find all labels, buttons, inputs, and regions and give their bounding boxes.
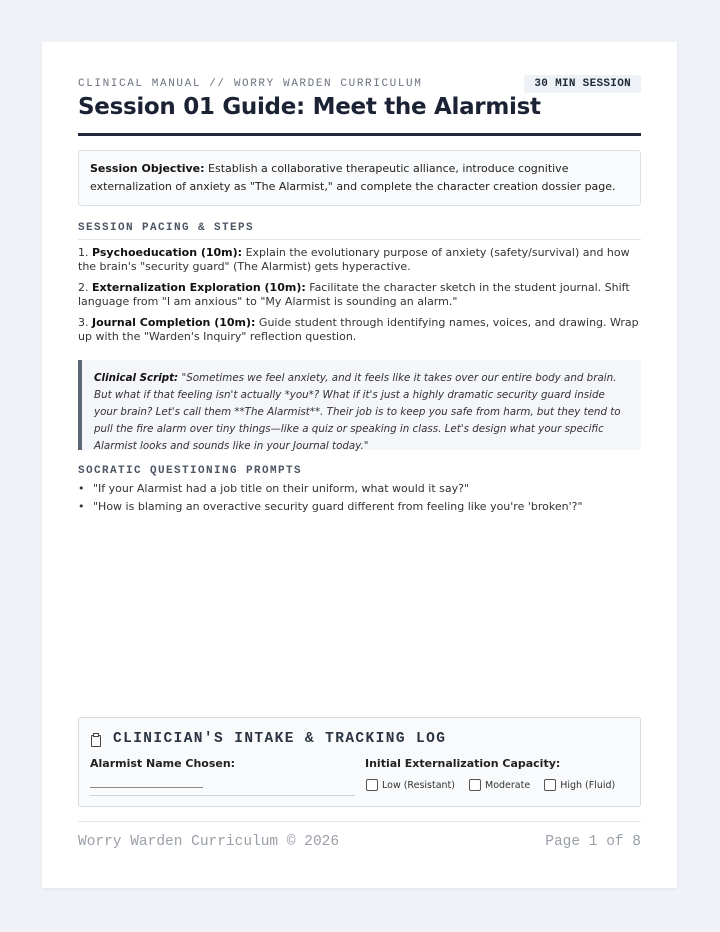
pacing-divider bbox=[78, 239, 641, 240]
checkbox[interactable] bbox=[469, 779, 481, 791]
intake-tracking-log bbox=[78, 717, 641, 807]
script-label: Clinical Script: bbox=[94, 372, 179, 384]
step-label: Externalization Exploration (10m): bbox=[92, 281, 306, 294]
step-item bbox=[78, 281, 641, 309]
step-text: Explain the evolutionary purpose of anxiety (safety/survival) and how the brain's "security guard" (The Alarmist) gets hyperactive. bbox=[78, 246, 630, 273]
capacity-label: Initial Externalization Capacity: bbox=[365, 757, 561, 770]
footer-divider bbox=[78, 821, 641, 822]
step-text: Guide student through identifying names, voices, and drawing. Wrap up with the "Warden's Inquiry" reflection question. bbox=[78, 316, 639, 343]
step-number: 3. bbox=[78, 316, 92, 329]
option-label: High (Fluid) bbox=[560, 779, 616, 791]
step-number: 2. bbox=[78, 281, 92, 294]
manual-page bbox=[42, 42, 677, 888]
socratic-prompt-list bbox=[78, 480, 641, 516]
list-item: • "How is blaming an overactive security guard different from feeling like you're 'broken'?" bbox=[78, 498, 641, 516]
capacity-option-moderate[interactable] bbox=[469, 779, 530, 791]
title-divider bbox=[78, 133, 641, 136]
pacing-steps bbox=[78, 246, 641, 351]
alarmist-name-underline bbox=[90, 795, 355, 796]
capacity-option-low[interactable] bbox=[366, 779, 455, 791]
page-number: Page 1 of 8 bbox=[545, 834, 641, 850]
log-title: CLINICIAN'S INTAKE & TRACKING LOG bbox=[113, 731, 447, 747]
capacity-options bbox=[366, 779, 629, 791]
alarmist-name-field[interactable] bbox=[90, 787, 203, 788]
objective-label: Session Objective: bbox=[90, 162, 205, 175]
socratic-heading: SOCRATIC QUESTIONING PROMPTS bbox=[78, 465, 303, 477]
step-label: Psychoeducation (10m): bbox=[92, 246, 243, 259]
checkbox[interactable] bbox=[366, 779, 378, 791]
step-number: 1. bbox=[78, 246, 92, 259]
option-label: Low (Resistant) bbox=[382, 779, 455, 791]
step-item bbox=[78, 246, 641, 274]
step-label: Journal Completion (10m): bbox=[92, 316, 256, 329]
checkbox[interactable] bbox=[544, 779, 556, 791]
pacing-heading: SESSION PACING & STEPS bbox=[78, 222, 255, 234]
session-duration-badge: 30 MIN SESSION bbox=[524, 75, 641, 93]
footer-copyright: Worry Warden Curriculum © 2026 bbox=[78, 834, 340, 850]
clipboard-icon bbox=[91, 735, 101, 747]
step-text: Facilitate the character sketch in the student journal. Shift language from "I am anxious" to "My Alarmist is sounding an alarm." bbox=[78, 281, 630, 308]
script-text: "Sometimes we feel anxiety, and it feels like it takes over our entire body and brain. But what if that feeling isn't actually *you*? What if it's just a highly dramatic security guard inside your brain? Let's call them **The Alarmist**. Their job is to keep you safe from harm, but they tend to pull the fire alarm over tiny things—like a quiz or speaking in class. Let's design what your specific Alarmist looks and sounds like in your Journal today." bbox=[94, 372, 621, 452]
step-item bbox=[78, 316, 641, 344]
capacity-option-high[interactable] bbox=[544, 779, 615, 791]
document-kicker: CLINICAL MANUAL // WORRY WARDEN CURRICULUM bbox=[78, 78, 423, 90]
option-label: Moderate bbox=[485, 779, 531, 791]
list-item: • "If your Alarmist had a job title on their uniform, what would it say?" bbox=[78, 480, 641, 498]
clinical-script-callout bbox=[78, 360, 641, 450]
session-objective-box bbox=[78, 150, 641, 206]
page-title: Session 01 Guide: Meet the Alarmist bbox=[78, 94, 541, 120]
objective-text: Establish a collaborative therapeutic alliance, introduce cognitive externalization of anxiety as "The Alarmist," and complete the character creation dossier page. bbox=[90, 162, 616, 193]
alarmist-name-label: Alarmist Name Chosen: bbox=[90, 757, 236, 770]
